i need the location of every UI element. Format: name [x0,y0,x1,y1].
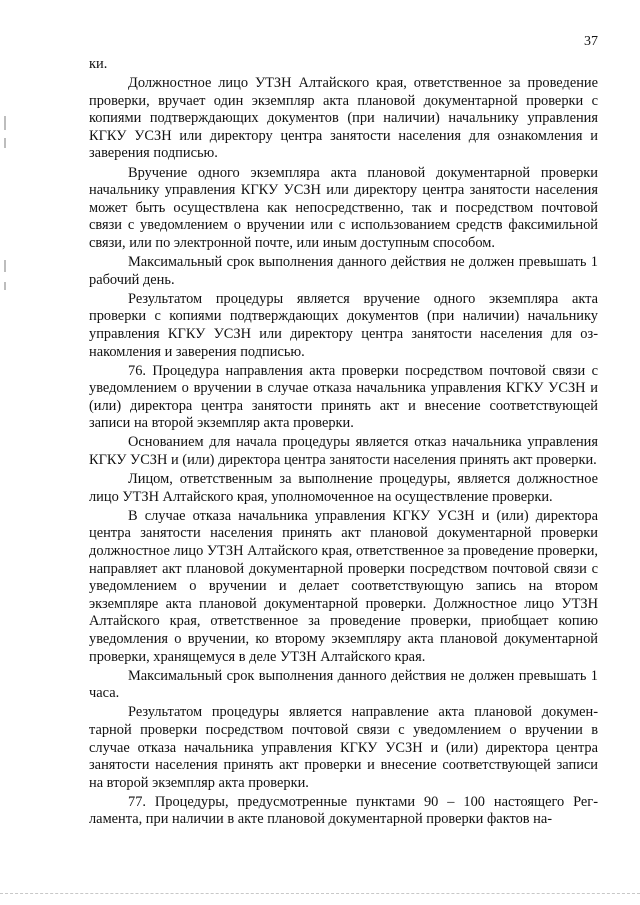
scan-margin-marks [4,110,8,410]
paragraph: Результатом процедуры является вручение одного экземпляра акта проверки с копиями подтверждающих документов (при наличии) начальнику управления КГКУ УСЗН или директору центра занятости населения для ознакомления и заверения подписью. [89,290,598,360]
paragraph: 76. Процедура направления акта проверки посредством почтовой связи с уведомлением о вручении в случае отказа начальника управления КГКУ УСЗН и (или) директора центра занятости принять акт и внесение соответствующей записи на второй экземпляр акта проверки. [89,362,598,432]
paragraph: В случае отказа начальника управления КГКУ УСЗН и (или) директора центра занятости населения принять акт плановой документарной проверки должностное лицо УТЗН Алтайского края, ответственное за проведение проверки, направляет акт плановой документарной проверки посредством почтовой связи с уведомлением о вручении и делает соответствующую запись на втором экземпляре акта плановой документарной проверки. Должностное лицо УТЗН Алтайского края, ответственное за проведение проверки, приобщает копию уведомления о вручении, ко второму экземпляру акта плановой документарной проверки, хранящемуся в деле УТЗН Алтайского края. [89,507,598,665]
paragraph: Лицом, ответственным за выполнение процедуры, является должностное лицо УТЗН Алтайского края, уполномоченное на осуществление проверки. [89,471,598,505]
paragraph: Результатом процедуры является направление акта плановой документарной проверки посредством почтовой связи с уведомлением о вручении в случае отказа начальника управления КГКУ УСЗН и (или) директора центра занятости населения принять акт проверки и внесение соответствующей записи на второй экземпляр акта проверки. [89,704,598,791]
document-body [89,56,598,831]
scan-bottom-edge [0,893,640,894]
paragraph: Максимальный срок выполнения данного действия не должен превышать 1 рабочий день. [89,254,598,288]
paragraph: Основанием для начала процедуры является отказ начальника управления КГКУ УСЗН и (или) директора центра занятости населения принять акт проверки. [89,434,598,469]
paragraph: ки. [89,56,108,72]
paragraph: Вручение одного экземпляра акта плановой документарной проверки начальнику управления КГКУ УСЗН или директору центра занятости населения может быть осуществлена как непосредственно, так и посредством почтовой связи с уведомлением о вручении или с использованием средств факсимильной связи, или по электронной почте, или иным доступным способом. [89,164,598,251]
page-number: 37 [584,34,598,49]
paragraph: Должностное лицо УТЗН Алтайского края, ответственное за проведение проверки, вручает один экземпляр акта плановой документарной проверки с копиями подтверждающих документов (при наличии) начальнику управления КГКУ УСЗН или директору центра занятости населения для ознакомления и заверения подписью. [89,75,598,162]
paragraph: Максимальный срок выполнения данного действия не должен превышать 1 часа. [89,667,598,702]
paragraph: 77. Процедуры, предусмотренные пунктами 90 – 100 настоящего Регламента, при наличии в акте плановой документарной проверки фактов на- [89,793,598,828]
